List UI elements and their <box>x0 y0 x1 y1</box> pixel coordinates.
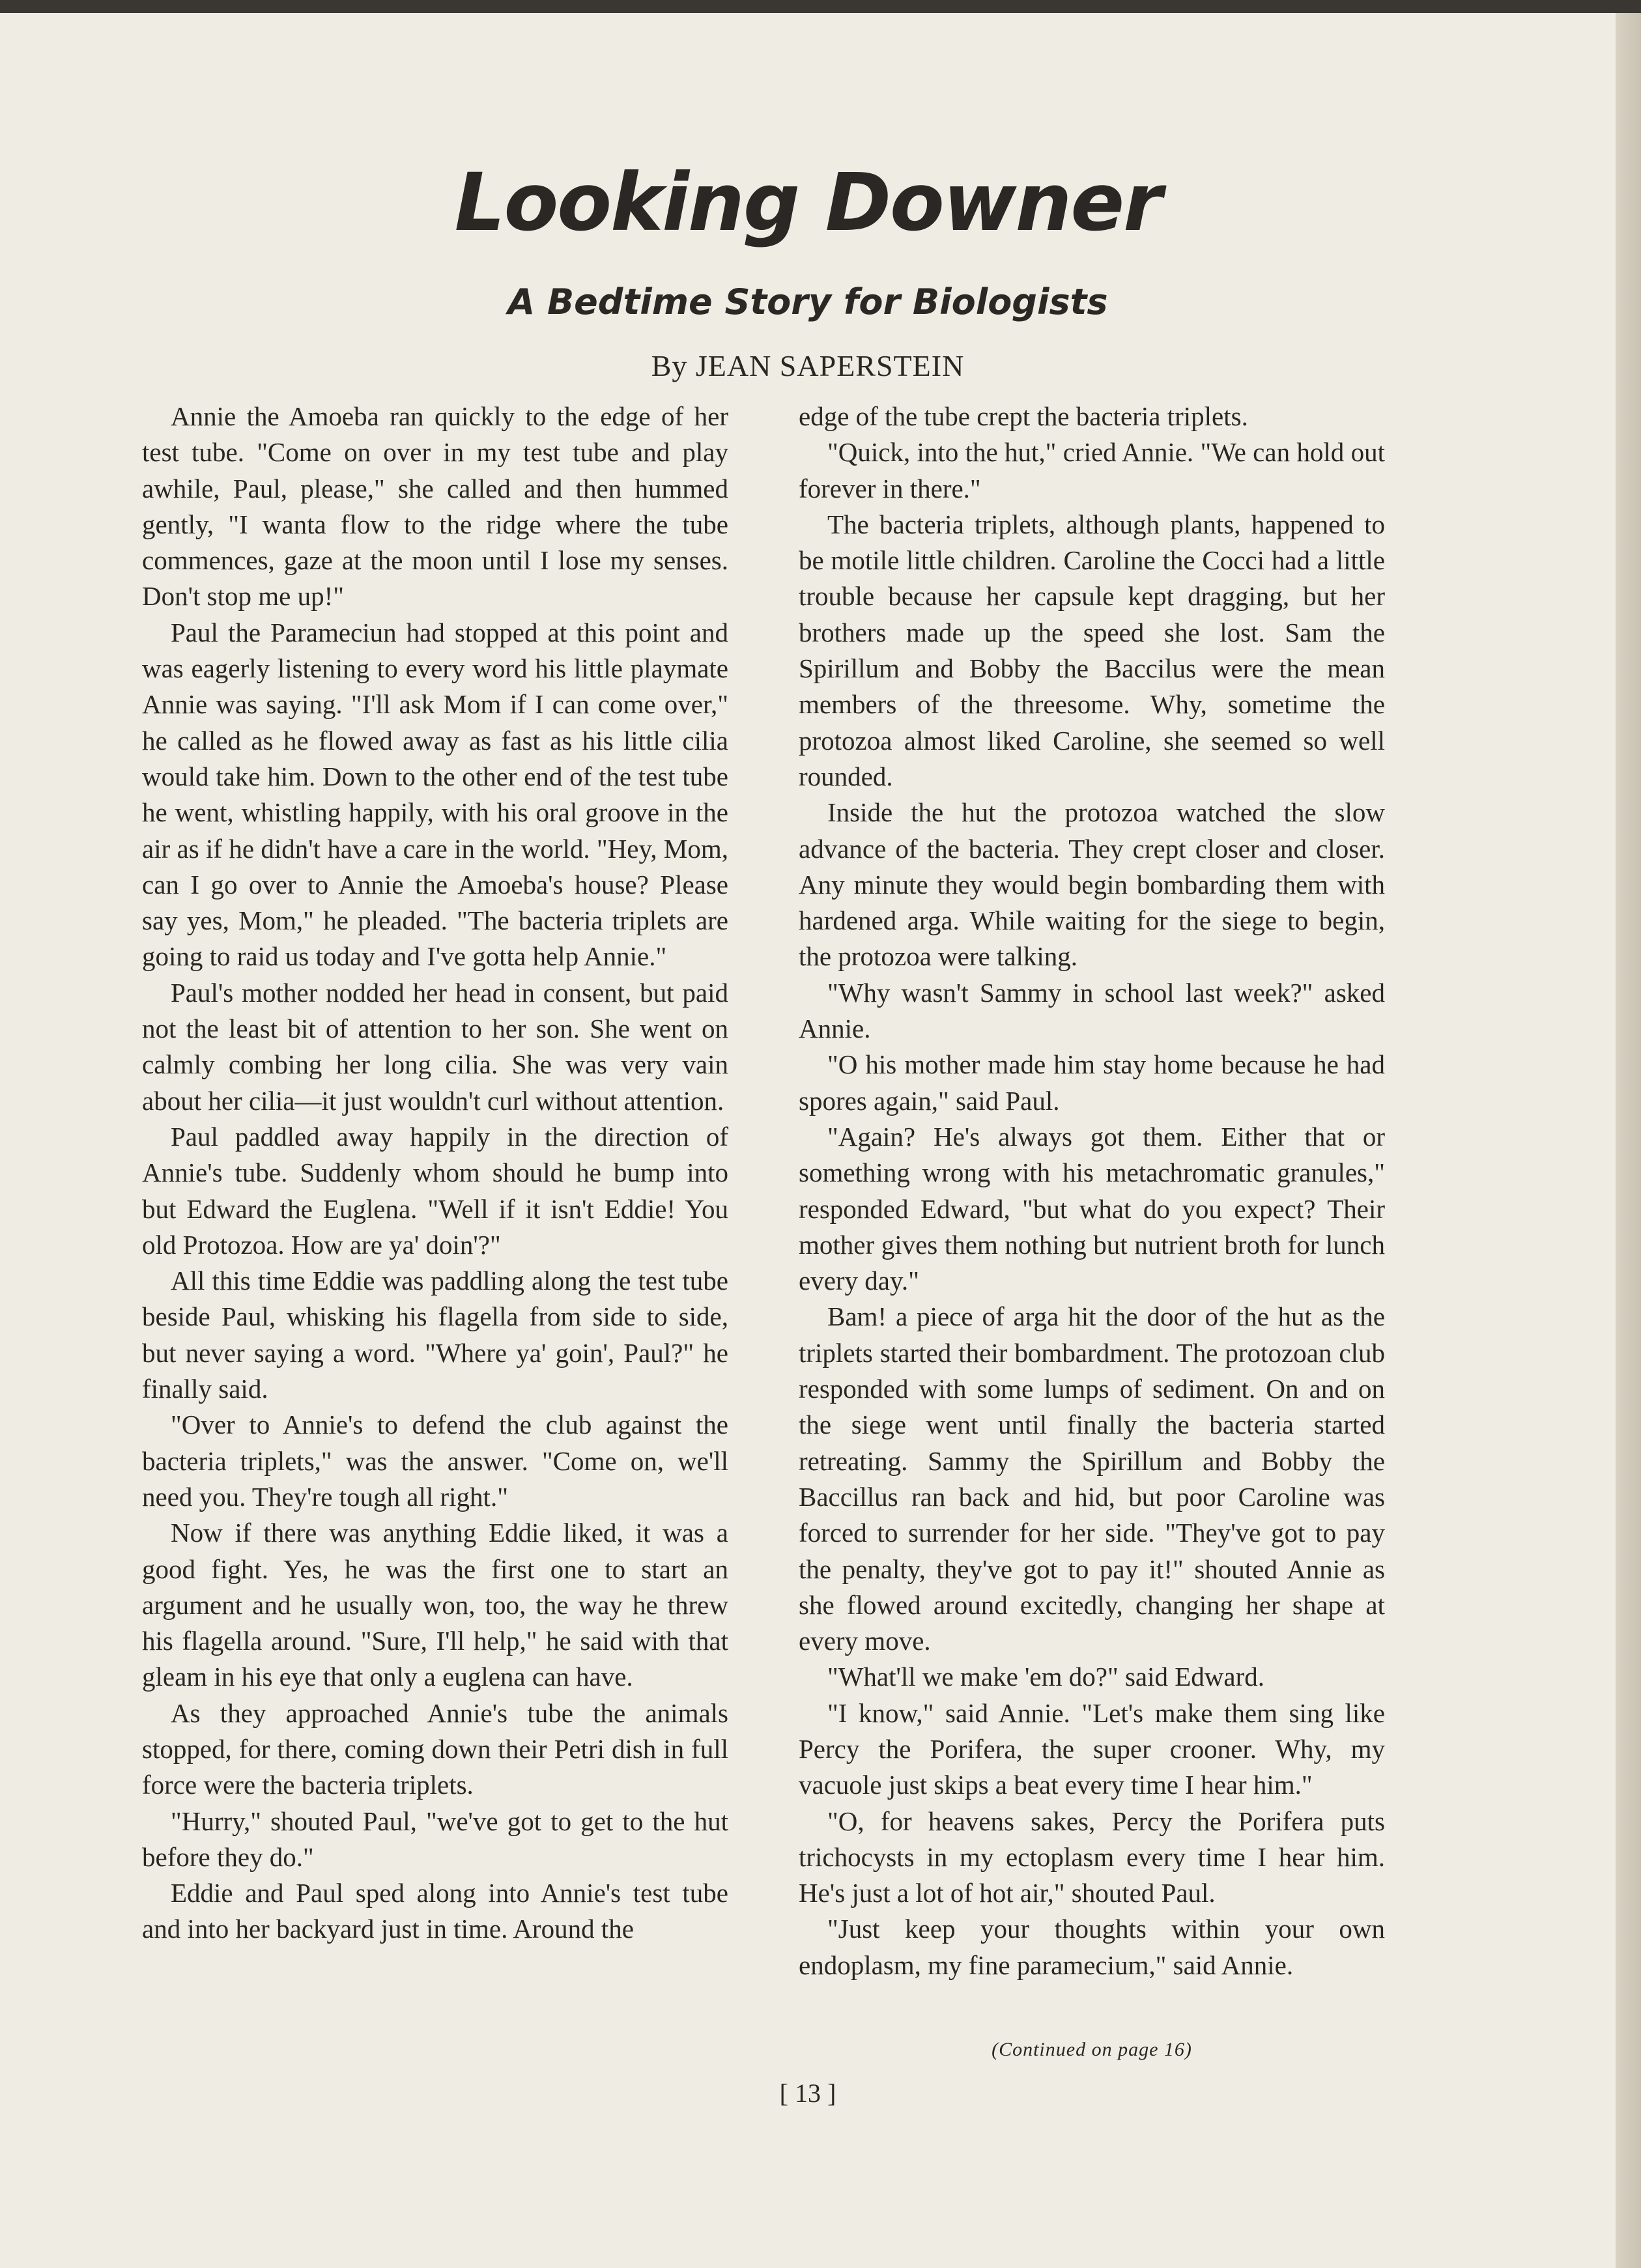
right-column <box>799 399 1385 1983</box>
paragraph: Now if there was anything Eddie liked, it was a good fight. Yes, he was the first one to start an argument and he usually won, too, the way he threw his flagella around. "Sure, I'll help," he said with that gleam in his eye that only a euglena can have. <box>142 1518 728 1692</box>
paragraph: "O, for heavens sakes, Percy the Porifera puts trichocysts in my ectoplasm every time I hear him. He's just a lot of hot air," shouted Paul. <box>799 1806 1385 1908</box>
page-number: [ 13 ] <box>779 2078 836 2108</box>
paragraph: "Hurry," shouted Paul, "we've got to get to the hut before they do." <box>142 1806 728 1872</box>
paragraph: "What'll we make 'em do?" said Edward. <box>827 1662 1264 1692</box>
left-column <box>142 399 728 1948</box>
paragraph: edge of the tube crept the bacteria triplets. <box>799 401 1248 431</box>
top-border <box>0 0 1641 13</box>
page-edge <box>1616 13 1641 2268</box>
paragraph: Bam! a piece of arga hit the door of the hut as the triplets started their bombardment. The protozoan club responded with some lumps of sediment. On and on the siege went until finally the bacteria started retreating. Sammy the Spirillum and Bobby the Baccillus ran back and hid, but poor Caroline was forced to surrender for her side. "They've got to pay the penalty, they've got to pay it!" shouted Annie as she flowed around excitedly, changing her shape at every move. <box>799 1301 1385 1656</box>
paragraph: All this time Eddie was paddling along the test tube beside Paul, whisking his flagella from side to side, but never saying a word. "Where ya' goin', Paul?" he finally said. <box>142 1266 728 1404</box>
continued-note: (Continued on page 16) <box>992 2039 1192 2060</box>
paragraph: "I know," said Annie. "Let's make them sing like Percy the Porifera, the super crooner. Why, my vacuole just skips a beat every time I hear him." <box>799 1697 1385 1800</box>
paragraph: Eddie and Paul sped along into Annie's test tube and into her backyard just in time. Around the <box>142 1878 728 1944</box>
byline: By JEAN SAPERSTEIN <box>651 349 965 382</box>
paragraph: Paul the Parameciun had stopped at this point and was eagerly listening to every word his little playmate Annie was saying. "I'll ask Mom if I can come over," he called as he flowed away as fast as his little cilia would take him. Down to the other end of the test tube he went, whistling happily, with his oral groove in the air as if he didn't have a care in the world. "Hey, Mom, can I go over to Annie the Amoeba's house? Please say yes, Mom," he pleaded. "The bacteria triplets are going to raid us today and I've gotta help Annie." <box>142 617 728 972</box>
paragraph: "Again? He's always got them. Either that or something wrong with his metachromatic granules," responded Edward, "but what do you expect? Their mother gives them nothing but nutrient broth for lunch every day." <box>799 1121 1385 1296</box>
paragraph: Annie the Amoeba ran quickly to the edge of her test tube. "Come on over in my test tube and play awhile, Paul, please," she called and then hummed gently, "I wanta flow to the ridge where the tube commences, gaze at the moon until I lose my senses. Don't stop me up!" <box>142 401 728 612</box>
paragraph: Paul's mother nodded her head in consent, but paid not the least bit of attention to her son. She went on calmly combing her long cilia. She was very vain about her cilia—it just wouldn't curl without attention. <box>142 977 728 1116</box>
article-title: Looking Downer <box>454 156 1162 249</box>
paragraph: "Just keep your thoughts within your own endoplasm, my fine paramecium," said Annie. <box>799 1914 1385 1980</box>
paragraph: "O his mother made him stay home because he had spores again," said Paul. <box>799 1049 1385 1116</box>
paragraph: "Why wasn't Sammy in school last week?" asked Annie. <box>799 977 1385 1044</box>
paragraph: Inside the hut the protozoa watched the slow advance of the bacteria. They crept closer and closer. Any minute they would begin bombarding them with hardened arga. While waiting for the siege to begin, the protozoa were talking. <box>799 797 1385 972</box>
article-subtitle: A Bedtime Story for Biologists <box>507 281 1108 322</box>
paragraph: The bacteria triplets, although plants, happened to be motile little children. Caroline the Cocci had a little trouble because her capsule kept dragging, but her brothers made up the speed she lost. Sam the Spirillum and Bobby the Baccilus were the mean members of the threesome. Why, sometime the protozoa almost liked Caroline, she seemed so well rounded. <box>799 509 1385 791</box>
paragraph: As they approached Annie's tube the animals stopped, for there, coming down their Petri dish in full force were the bacteria triplets. <box>142 1697 728 1800</box>
paragraph: "Over to Annie's to defend the club against the bacteria triplets," was the answer. "Come on, we'll need you. They're tough all right." <box>142 1410 728 1512</box>
paragraph: Paul paddled away happily in the direction of Annie's tube. Suddenly whom should he bump into but Edward the Euglena. "Well if it isn't Eddie! You old Protozoa. How are ya' doin'?" <box>142 1121 728 1260</box>
paragraph: "Quick, into the hut," cried Annie. "We can hold out forever in there." <box>799 437 1385 503</box>
